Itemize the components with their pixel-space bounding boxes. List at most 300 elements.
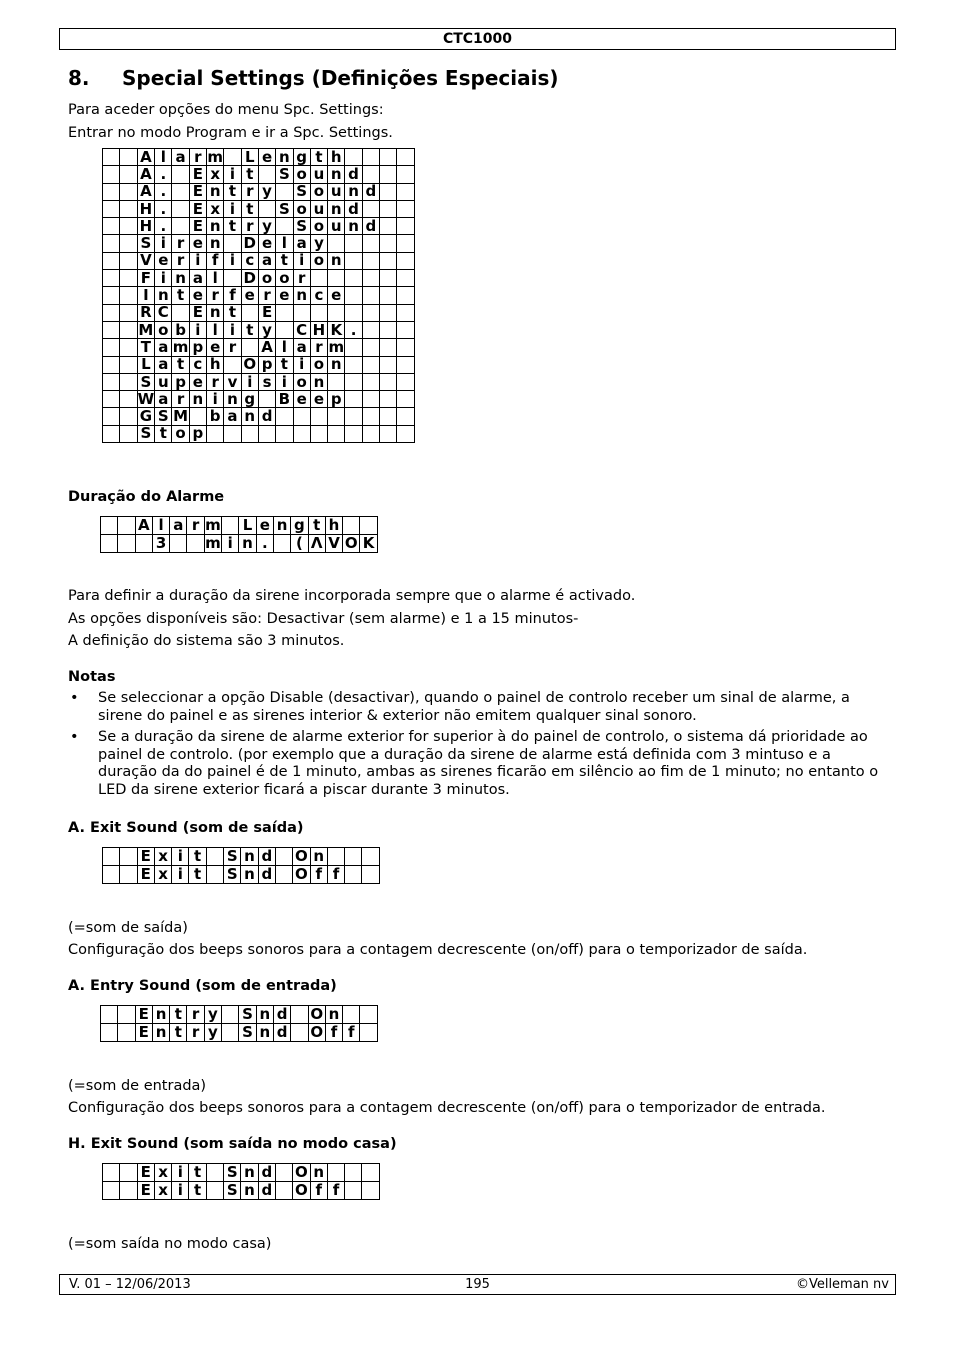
lcd-cell: S (276, 166, 293, 183)
lcd-cell: i (172, 848, 189, 866)
lcd-cell (380, 166, 397, 183)
lcd-cell: r (241, 183, 258, 200)
lcd-cell: r (172, 391, 189, 408)
lcd-cell: i (189, 321, 206, 338)
a-exit-paragraph-2: Configuração dos beeps sonoros para a contagem decrescente (on/off) para o temporizador de saída. (68, 942, 808, 958)
lcd-cell (120, 1181, 137, 1199)
lcd-cell (276, 183, 293, 200)
lcd-row (101, 517, 378, 535)
lcd-cell: t (170, 1023, 187, 1041)
lcd-row (103, 373, 415, 390)
lcd-cell (118, 1006, 135, 1024)
lcd-cell (103, 425, 120, 442)
lcd-cell: n (241, 865, 258, 883)
lcd-cell (187, 534, 204, 552)
lcd-cell: y (258, 321, 275, 338)
lcd-cell (362, 865, 379, 883)
lcd-cell (135, 534, 152, 552)
lcd-cell (291, 1023, 308, 1041)
lcd-cell: t (224, 218, 241, 235)
lcd-cell (310, 270, 327, 287)
lcd-cell: a (155, 356, 172, 373)
alarm-heading: Duração do Alarme (68, 489, 225, 505)
lcd-cell (103, 166, 120, 183)
lcd-cell: n (310, 373, 327, 390)
lcd-cell (103, 848, 120, 866)
lcd-cell (397, 356, 414, 373)
lcd-cell: i (224, 200, 241, 217)
a-entry-paragraph-2: Configuração dos beeps sonoros para a contagem decrescente (on/off) para o temporizador de entrada. (68, 1100, 826, 1116)
lcd-cell: f (343, 1023, 360, 1041)
lcd-cell: S (276, 200, 293, 217)
lcd-cell (120, 865, 137, 883)
a-entry-lcd-grid (100, 1005, 378, 1042)
lcd-cell: l (152, 517, 169, 535)
lcd-cell: r (207, 373, 224, 390)
lcd-cell: E (137, 1164, 154, 1182)
lcd-cell: C (155, 304, 172, 321)
lcd-cell: t (241, 166, 258, 183)
lcd-cell: t (189, 848, 206, 866)
lcd-cell: d (273, 1006, 290, 1024)
lcd-cell: E (137, 1181, 154, 1199)
lcd-cell: r (310, 339, 327, 356)
lcd-row (103, 321, 415, 338)
lcd-cell (328, 425, 345, 442)
menu-lcd-grid (102, 148, 415, 443)
list-item (68, 729, 888, 799)
lcd-cell (293, 408, 310, 425)
lcd-cell (397, 339, 414, 356)
lcd-cell: r (172, 252, 189, 269)
lcd-cell: K (360, 534, 377, 552)
a-exit-lcd-grid (102, 847, 380, 884)
lcd-cell: i (222, 534, 239, 552)
lcd-cell (345, 1164, 362, 1182)
lcd-row (103, 304, 415, 321)
lcd-cell: r (189, 149, 206, 166)
lcd-cell (345, 235, 362, 252)
lcd-cell: n (155, 287, 172, 304)
lcd-cell: A (137, 183, 155, 200)
lcd-cell: E (135, 1023, 152, 1041)
lcd-cell (362, 848, 379, 866)
lcd-cell: A (137, 166, 155, 183)
lcd-cell: y (310, 235, 327, 252)
lcd-cell: n (325, 1006, 342, 1024)
lcd-cell: d (362, 218, 379, 235)
lcd-row (103, 200, 415, 217)
lcd-cell: D (241, 270, 258, 287)
lcd-cell (345, 270, 362, 287)
lcd-cell: p (172, 373, 189, 390)
lcd-cell (397, 304, 414, 321)
lcd-cell (172, 218, 189, 235)
lcd-cell: L (239, 517, 256, 535)
lcd-cell: F (137, 270, 155, 287)
lcd-cell (293, 425, 310, 442)
lcd-cell (118, 517, 135, 535)
lcd-cell: d (273, 1023, 290, 1041)
lcd-cell: t (189, 1181, 206, 1199)
lcd-cell (118, 534, 135, 552)
lcd-cell: O (293, 848, 310, 866)
lcd-cell: p (328, 391, 345, 408)
lcd-cell: S (155, 408, 172, 425)
lcd-cell: O (343, 534, 360, 552)
lcd-cell: r (172, 235, 189, 252)
lcd-cell: E (137, 848, 154, 866)
lcd-cell: O (308, 1023, 325, 1041)
lcd-cell: E (135, 1006, 152, 1024)
lcd-row (103, 848, 380, 866)
lcd-cell: f (207, 252, 224, 269)
lcd-cell (276, 321, 293, 338)
lcd-cell (120, 287, 137, 304)
lcd-cell: n (172, 270, 189, 287)
lcd-cell (120, 848, 137, 866)
lcd-cell: o (258, 270, 275, 287)
lcd-cell (120, 270, 137, 287)
lcd-cell (120, 252, 137, 269)
lcd-cell: t (276, 252, 293, 269)
page-header (59, 28, 896, 50)
lcd-cell (345, 1181, 362, 1199)
lcd-cell (170, 534, 187, 552)
section-number: 8. (68, 66, 90, 90)
lcd-cell: t (189, 865, 206, 883)
lcd-cell (345, 149, 362, 166)
lcd-cell: v (224, 373, 241, 390)
lcd-cell (343, 1006, 360, 1024)
lcd-cell (397, 166, 414, 183)
lcd-cell: c (241, 252, 258, 269)
lcd-cell (206, 1181, 223, 1199)
lcd-cell (103, 321, 120, 338)
lcd-cell (207, 425, 224, 442)
lcd-cell: ( (291, 534, 308, 552)
lcd-cell: n (345, 183, 362, 200)
lcd-cell: . (155, 200, 172, 217)
lcd-cell: r (293, 270, 310, 287)
lcd-cell (380, 200, 397, 217)
lcd-cell: f (327, 1181, 344, 1199)
alarm-lcd-grid (100, 516, 378, 553)
lcd-cell: x (154, 848, 171, 866)
lcd-cell: f (327, 865, 344, 883)
lcd-cell (345, 287, 362, 304)
lcd-cell: o (293, 373, 310, 390)
lcd-cell: h (207, 356, 224, 373)
lcd-cell (380, 321, 397, 338)
lcd-cell (120, 373, 137, 390)
lcd-row (103, 166, 415, 183)
lcd-cell: e (256, 517, 273, 535)
note-text: Se seleccionar a opção Disable (desactivar), quando o painel de controlo receber um sinal de alarme, a sirene do painel e as sirenes interior & exterior não emitem qualquer sinal sonoro. (98, 690, 850, 724)
lcd-cell: . (256, 534, 273, 552)
lcd-cell: r (187, 517, 204, 535)
lcd-cell (362, 235, 379, 252)
lcd-cell: r (224, 339, 241, 356)
lcd-cell: m (205, 534, 221, 552)
lcd-cell (397, 235, 414, 252)
lcd-cell (103, 356, 120, 373)
lcd-cell: l (207, 270, 224, 287)
lcd-cell (276, 218, 293, 235)
lcd-cell: g (293, 149, 310, 166)
lcd-row (103, 339, 415, 356)
lcd-cell (120, 149, 137, 166)
lcd-cell: t (308, 517, 325, 535)
lcd-cell (275, 1164, 292, 1182)
lcd-cell (120, 218, 137, 235)
lcd-cell (380, 270, 397, 287)
section-title: Special Settings (Definições Especiais) (122, 66, 559, 90)
lcd-cell: n (273, 517, 290, 535)
lcd-cell: i (241, 373, 258, 390)
h-exit-heading: H. Exit Sound (som saída no modo casa) (68, 1136, 397, 1152)
lcd-cell: d (258, 1181, 275, 1199)
intro-line-2: Entrar no modo Program e ir a Spc. Settings. (68, 125, 393, 141)
lcd-cell: i (172, 1181, 189, 1199)
lcd-cell (328, 235, 345, 252)
lcd-cell (328, 270, 345, 287)
lcd-cell: o (172, 425, 189, 442)
lcd-cell: x (207, 166, 224, 183)
lcd-cell: u (328, 183, 345, 200)
lcd-cell: Λ (308, 534, 325, 552)
lcd-cell (120, 321, 137, 338)
lcd-cell: h (325, 517, 342, 535)
lcd-cell (397, 373, 414, 390)
lcd-cell (397, 270, 414, 287)
lcd-cell: H (137, 200, 155, 217)
lcd-cell: . (155, 218, 172, 235)
lcd-cell (276, 304, 293, 321)
lcd-cell (103, 235, 120, 252)
lcd-cell (258, 391, 275, 408)
lcd-cell: b (172, 321, 189, 338)
lcd-cell (345, 425, 362, 442)
lcd-cell (103, 865, 120, 883)
lcd-cell: e (258, 235, 275, 252)
lcd-cell: u (310, 166, 327, 183)
lcd-row (103, 425, 415, 442)
lcd-cell (120, 408, 137, 425)
lcd-cell (120, 425, 137, 442)
lcd-cell: A (137, 149, 155, 166)
lcd-cell (101, 1006, 118, 1024)
lcd-row (103, 252, 415, 269)
lcd-cell: n (328, 252, 345, 269)
lcd-cell (380, 339, 397, 356)
lcd-cell: l (276, 235, 293, 252)
lcd-cell (345, 848, 362, 866)
lcd-cell (120, 1164, 137, 1182)
lcd-cell (343, 517, 360, 535)
lcd-cell (224, 425, 241, 442)
lcd-cell (362, 270, 379, 287)
lcd-cell: I (137, 287, 155, 304)
lcd-cell: A (135, 517, 152, 535)
lcd-cell: A (258, 339, 275, 356)
a-exit-heading: A. Exit Sound (som de saída) (68, 820, 304, 836)
lcd-cell (362, 373, 379, 390)
lcd-cell (345, 304, 362, 321)
lcd-cell: t (276, 356, 293, 373)
lcd-cell (397, 321, 414, 338)
lcd-row (103, 218, 415, 235)
lcd-cell: a (170, 517, 187, 535)
lcd-cell: O (293, 1181, 310, 1199)
lcd-cell: e (189, 235, 206, 252)
lcd-cell (120, 356, 137, 373)
h-exit-lcd-grid (102, 1163, 380, 1200)
lcd-cell: S (293, 218, 310, 235)
lcd-cell: b (207, 408, 224, 425)
lcd-cell (362, 200, 379, 217)
lcd-cell: M (173, 407, 189, 426)
lcd-cell: p (189, 339, 206, 356)
lcd-cell (327, 848, 344, 866)
lcd-cell: d (362, 183, 379, 200)
lcd-cell: l (276, 339, 293, 356)
lcd-cell: n (310, 1164, 327, 1182)
lcd-cell: E (189, 200, 206, 217)
lcd-cell: a (155, 339, 172, 356)
lcd-cell: E (189, 166, 206, 183)
page-footer (59, 1274, 896, 1295)
lcd-cell (224, 235, 241, 252)
lcd-cell: e (189, 373, 206, 390)
lcd-cell: e (310, 391, 327, 408)
lcd-cell: n (256, 1023, 273, 1041)
lcd-cell (328, 373, 345, 390)
lcd-cell: a (189, 270, 206, 287)
lcd-cell (397, 183, 414, 200)
lcd-cell: a (293, 339, 310, 356)
lcd-cell: e (293, 391, 310, 408)
lcd-cell: W (137, 390, 155, 408)
lcd-cell: s (258, 373, 275, 390)
lcd-cell: e (241, 287, 258, 304)
lcd-cell: o (293, 200, 310, 217)
lcd-cell: n (189, 391, 206, 408)
lcd-cell: n (207, 218, 224, 235)
lcd-cell: h (328, 149, 345, 166)
lcd-cell (103, 1181, 120, 1199)
lcd-cell: i (224, 166, 241, 183)
lcd-cell (103, 287, 120, 304)
lcd-cell: u (155, 373, 172, 390)
lcd-cell (103, 149, 120, 166)
lcd-cell: i (155, 270, 172, 287)
lcd-cell (397, 425, 414, 442)
lcd-cell (224, 270, 241, 287)
lcd-cell: L (137, 356, 155, 373)
lcd-cell: n (310, 848, 327, 866)
lcd-cell: V (325, 534, 342, 552)
lcd-cell: o (293, 166, 310, 183)
lcd-cell: S (224, 865, 241, 883)
lcd-row (103, 1164, 380, 1182)
lcd-row (101, 534, 378, 552)
lcd-cell: e (189, 287, 206, 304)
lcd-cell (120, 235, 137, 252)
lcd-cell (101, 517, 118, 535)
lcd-cell: E (137, 865, 154, 883)
lcd-cell (103, 1164, 120, 1182)
lcd-cell: i (207, 391, 224, 408)
lcd-cell (397, 287, 414, 304)
lcd-cell: g (291, 517, 308, 535)
lcd-cell: m (205, 516, 221, 534)
lcd-cell (293, 304, 310, 321)
lcd-cell: t (241, 200, 258, 217)
lcd-cell (360, 1006, 377, 1024)
lcd-cell: u (328, 218, 345, 235)
lcd-cell (310, 408, 327, 425)
h-exit-paragraph-1: (=som saída no modo casa) (68, 1236, 272, 1252)
lcd-cell: n (328, 200, 345, 217)
lcd-cell: H (137, 218, 155, 235)
a-entry-heading: A. Entry Sound (som de entrada) (68, 978, 337, 994)
lcd-cell (103, 373, 120, 390)
lcd-cell: d (258, 408, 275, 425)
lcd-cell (328, 408, 345, 425)
lcd-cell (258, 166, 275, 183)
lcd-cell: o (276, 270, 293, 287)
lcd-cell (360, 517, 377, 535)
lcd-cell: a (258, 252, 275, 269)
lcd-cell (120, 166, 137, 183)
intro-line-1: Para aceder opções do menu Spc. Settings: (68, 102, 384, 118)
lcd-cell: e (328, 287, 345, 304)
lcd-cell (103, 183, 120, 200)
lcd-cell (345, 252, 362, 269)
lcd-cell: E (189, 304, 206, 321)
lcd-cell: n (241, 1164, 258, 1182)
lcd-row (101, 1023, 378, 1041)
lcd-cell: n (328, 356, 345, 373)
lcd-cell: d (258, 848, 275, 866)
lcd-cell: x (154, 1164, 171, 1182)
lcd-cell (273, 534, 290, 552)
lcd-cell: i (155, 235, 172, 252)
lcd-cell: L (241, 149, 258, 166)
lcd-cell (103, 339, 120, 356)
lcd-cell: p (189, 425, 206, 442)
lcd-cell (397, 252, 414, 269)
lcd-cell (380, 149, 397, 166)
lcd-cell (103, 218, 120, 235)
lcd-cell: S (293, 183, 310, 200)
alarm-paragraph-2: As opções disponíveis são: Desactivar (sem alarme) e 1 a 15 minutos- (68, 611, 579, 627)
lcd-cell: S (137, 235, 155, 252)
header-title: CTC1000 (442, 31, 513, 47)
lcd-cell (172, 183, 189, 200)
lcd-cell (380, 408, 397, 425)
notes-heading: Notas (68, 669, 116, 685)
lcd-cell: H (310, 321, 327, 338)
lcd-cell (310, 425, 327, 442)
lcd-cell: S (224, 1164, 241, 1182)
lcd-cell: n (241, 848, 258, 866)
lcd-cell: E (189, 183, 206, 200)
lcd-cell: G (137, 408, 155, 425)
lcd-row (103, 287, 415, 304)
lcd-cell (362, 252, 379, 269)
